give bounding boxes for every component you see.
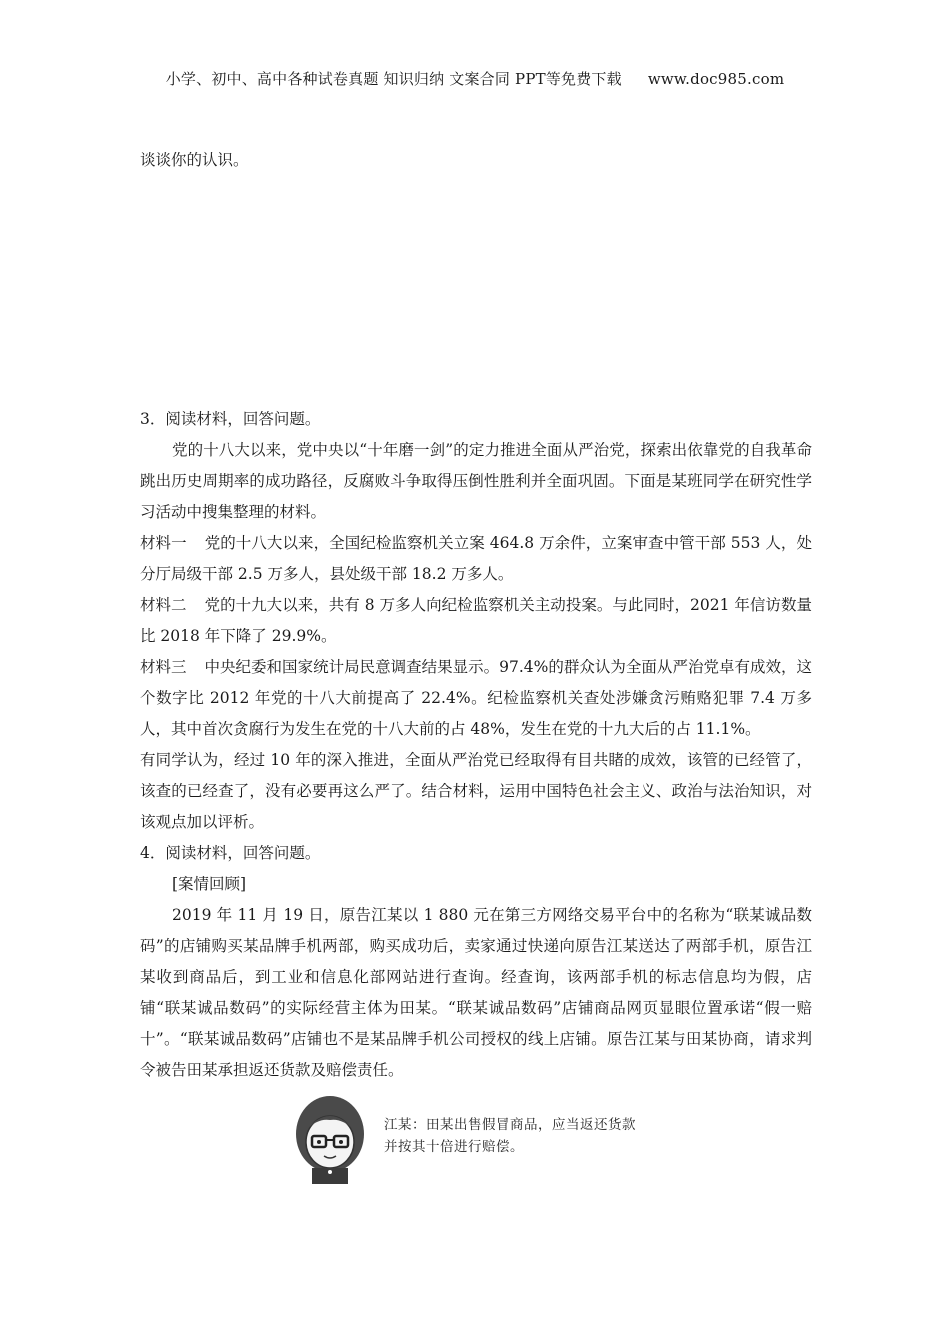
material-1-text: 党的十八大以来，全国纪检监察机关立案 464.8 万余件，立案审查中管干部 553 人，处分厅局级干部 2.5 万多人，县处级干部 18.2 万多人。 — [140, 534, 812, 583]
header-text: 小学、初中、高中各种试卷真题 知识归纳 文案合同 PPT等免费下载 — [165, 70, 622, 88]
case-review-label: [案情回顾] — [172, 875, 247, 893]
previous-question-tail — [140, 145, 812, 176]
q4-title: 4．阅读材料，回答问题。 — [140, 844, 321, 862]
q3-title: 3．阅读材料，回答问题。 — [140, 410, 321, 428]
material-3 — [140, 652, 812, 745]
answer-prompt: 谈谈你的认识。 — [140, 151, 249, 169]
q3-intro: 党的十八大以来，党中央以“十年磨一剑”的定力推进全面从严治党，探索出依靠党的自我革命跳出历史周期率的成功路径，反腐败斗争取得压倒性胜利并全面巩固。下面是某班同学在研究性学习活动中搜集整理的材料。 — [140, 441, 812, 521]
material-3-text: 中央纪委和国家统计局民意调查结果显示。97.4%的群众认为全面从严治党卓有成效，这个数字比 2012 年党的十八大前提高了 22.4%。纪检监察机关查处涉嫌贪污贿赂犯罪 7.4 万多人，其中首次贪腐行为发生在党的十八大前的占 48%，发生在党的十九大后的占 11.1%。 — [140, 658, 812, 738]
speech-text — [384, 1114, 636, 1158]
header-url[interactable]: www.doc985.com — [647, 70, 785, 88]
material-1-label: 材料一 — [140, 534, 187, 552]
speech-line-2: 并按其十倍进行赔偿。 — [384, 1139, 524, 1155]
q3-question: 有同学认为，经过 10 年的深入推进，全面从严治党已经取得有目共睹的成效，该管的已经管了，该查的已经查了，没有必要再这么严了。结合材料，运用中国特色社会主义、政治与法治知识，对该观点加以评析。 — [140, 751, 812, 831]
cartoon-boy-avatar-icon — [292, 1092, 382, 1184]
material-3-label: 材料三 — [140, 658, 187, 676]
plaintiff-illustration — [292, 1092, 672, 1184]
material-2 — [140, 590, 812, 652]
case-text: 2019 年 11 月 19 日，原告江某以 1 880 元在第三方网络交易平台中的名称为“联某诚品数码”的店铺购买某品牌手机两部，购买成功后，卖家通过快递向原告江某送达了两部手机，原告江某收到商品后，到工业和信息化部网站进行查询。经查询，该两部手机的标志信息均为假，店铺“联某诚品数码”的实际经营主体为田某。“联某诚品数码”店铺商品网页显眼位置承诺“假一赔十”。“联某诚品数码”店铺也不是某品牌手机公司授权的线上店铺。原告江某与田某协商，请求判令被告田某承担返还货款及赔偿责任。 — [140, 906, 812, 1079]
page-header — [0, 68, 950, 89]
material-1 — [140, 528, 812, 590]
material-2-label: 材料二 — [140, 596, 187, 614]
material-2-text: 党的十九大以来，共有 8 万多人向纪检监察机关主动投案。与此同时，2021 年信访数量比 2018 年下降了 29.9%。 — [140, 596, 812, 645]
question-3 — [140, 404, 812, 1086]
speech-line-1: 江某：田某出售假冒商品，应当返还货款 — [384, 1117, 636, 1133]
